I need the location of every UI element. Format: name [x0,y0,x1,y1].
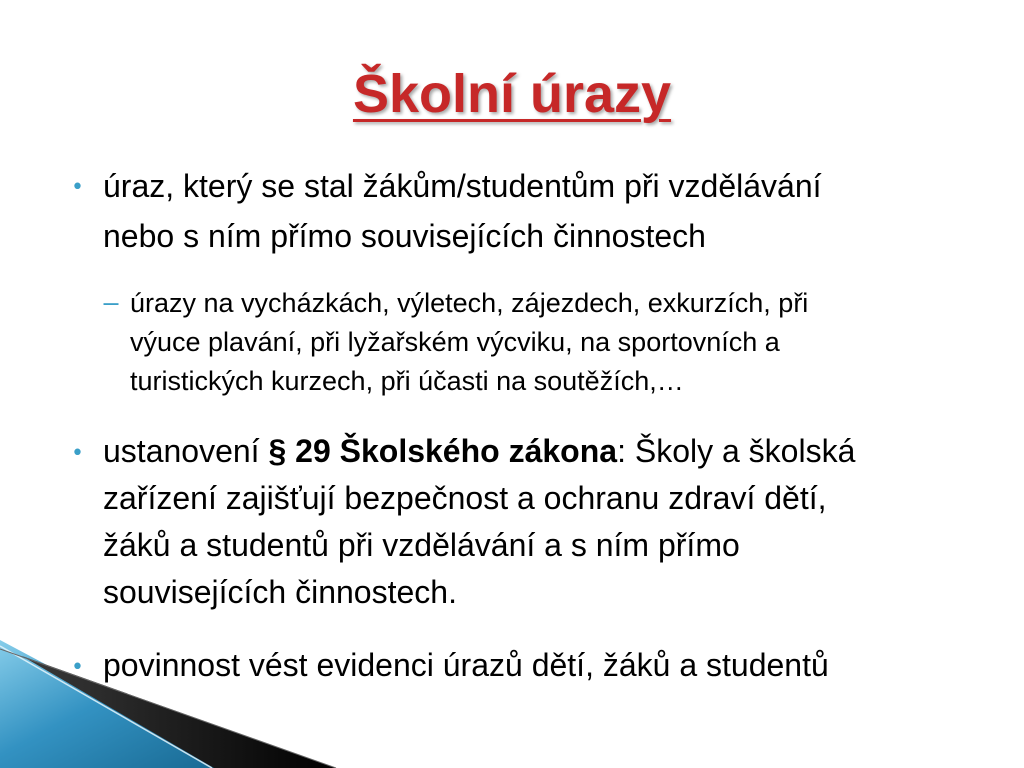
blue-black-corner-swoosh-icon [0,630,340,768]
law-intro-text: ustanovení [103,433,269,469]
bullet-line: zařízení zajišťují bezpečnost a ochranu zdraví dětí, [103,480,827,516]
sub-bullet-dash-icon: – [103,287,119,317]
bullet-dot-icon: • [71,441,84,466]
slide-title-text: Školní úrazy [352,64,672,124]
law-reference: § 29 Školského zákona [268,433,618,469]
bullet-item-1 [71,161,822,261]
law-text: : Školy a školská [617,433,856,469]
bullet-line [103,428,855,475]
sub-bullet-line: úrazy na vycházkách, výletech, zájezdech, exkurzích, při [130,288,809,318]
bullet-item-2 [71,428,856,616]
bullet-line: úraz, který se stal žákům/studentům při vzdělávání [103,168,822,204]
slide-title [0,58,1024,130]
bullet-dot-icon: • [71,655,84,680]
sub-bullet-line: výuce plavání, při lyžařském výcviku, na sportovních a [130,327,780,357]
bullet-line: souvisejících činnostech. [103,574,457,610]
sub-bullet-line: turistických kurzech, při účasti na soutěžích,… [130,366,684,396]
bullet-line: povinnost vést evidenci úrazů dětí, žáků a studentů [103,647,829,683]
bullet-line: žáků a studentů při vzdělávání a s ním přímo [103,527,740,563]
sub-bullet-item [103,284,809,401]
bullet-line: nebo s ním přímo souvisejících činnostech [103,218,706,254]
bullet-dot-icon: • [71,175,84,200]
